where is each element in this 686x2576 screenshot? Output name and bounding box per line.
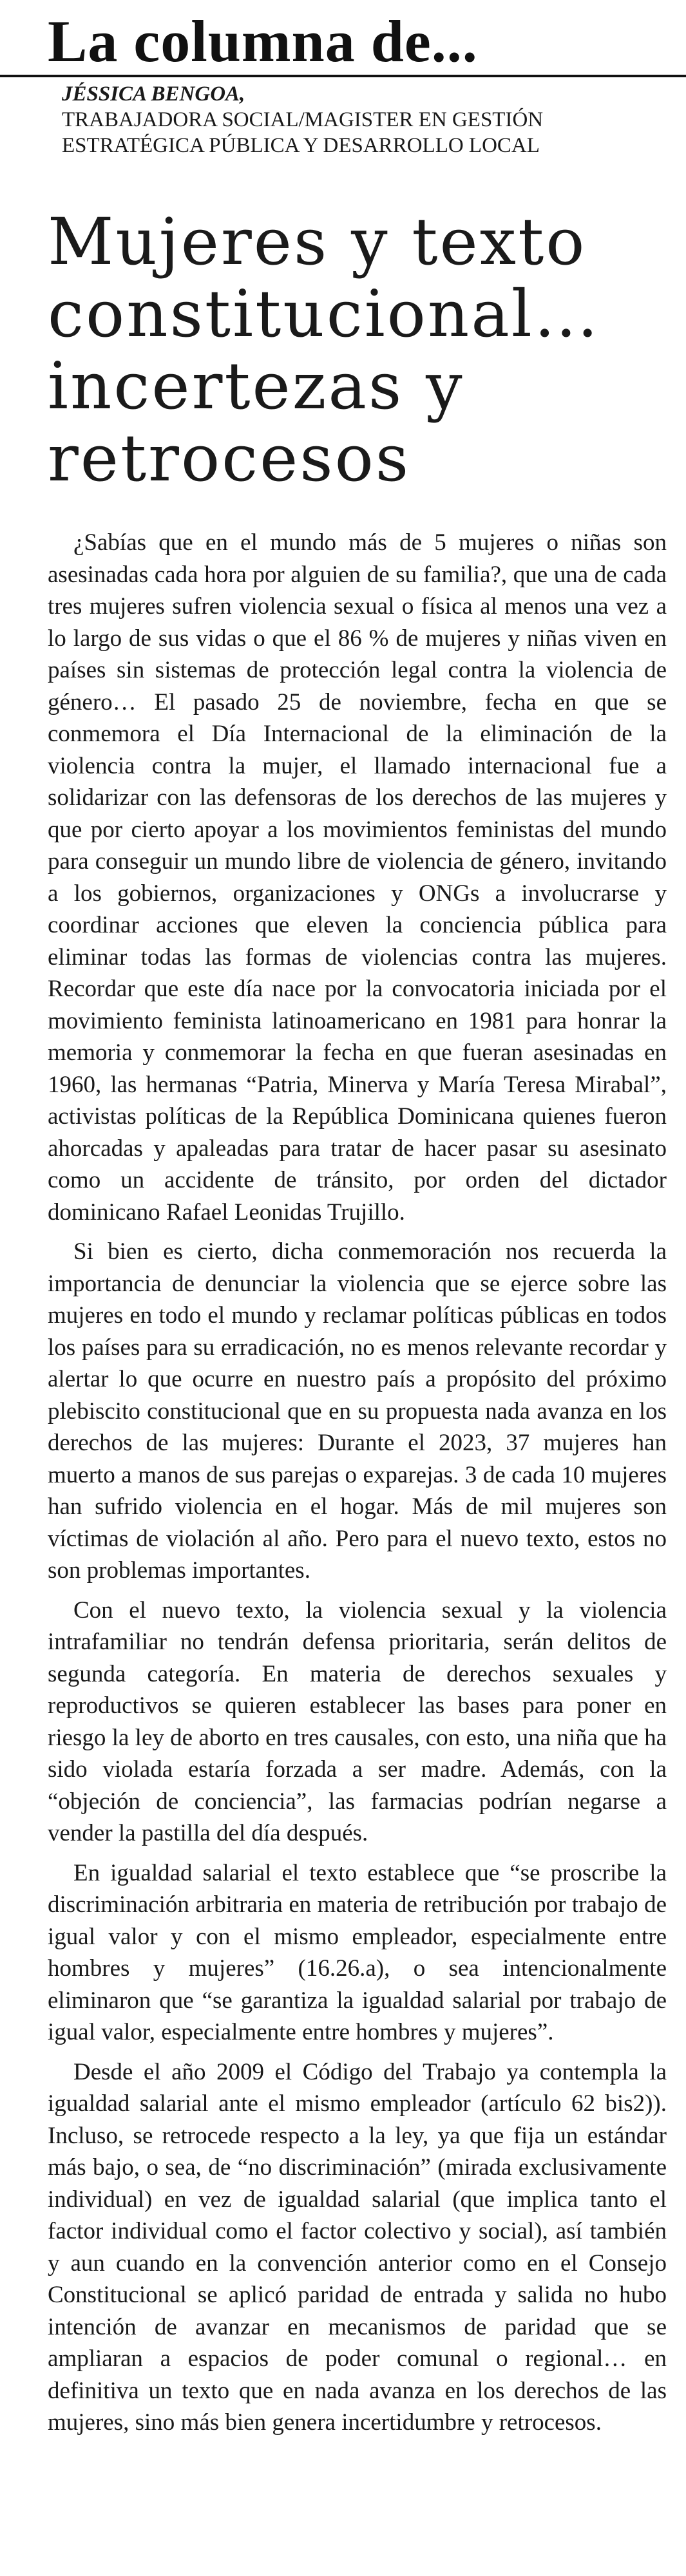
header-divider xyxy=(0,75,686,77)
paragraph-2: Si bien es cierto, dicha conmemoración nos recuerda la importancia de denunciar la violencia que se ejerce sobre las mujeres en todo el mundo y reclamar políticas públicas en todos los países para su erradicación, no es menos relevante recordar y alertar lo que ocurre en nuestro país a propósito del próximo plebiscito constitucional que en su propuesta nada avanza en los derechos de las mujeres: Durante el 2023, 37 mujeres han muerto a manos de sus parejas o exparejas. 3 de cada 10 mujeres han sufrido violencia en el hogar. Más de mil mujeres son víctimas de violación al año. Pero para el nuevo texto, estos no son problemas importantes. xyxy=(48,1238,667,1584)
author-name: JÉSSICA BENGOA, xyxy=(62,82,245,106)
paragraph-3: Con el nuevo texto, la violencia sexual y la violencia intrafamiliar no tendrán defensa prioritaria, serán delitos de segunda categoría. En materia de derechos sexuales y reproductivos se quieren establecer las bases para poner en riesgo la ley de aborto en tres causales, con esto, una niña que ha sido violada estaría forzada a ser madre. Además, con la “objeción de conciencia”, las farmacias podrían negarse a vender la pastilla del día después. xyxy=(48,1596,667,1846)
byline xyxy=(48,81,667,158)
newspaper-page xyxy=(0,9,686,2576)
paragraph-5: Desde el año 2009 el Código del Trabajo ya contempla la igualdad salarial ante el mismo empleador (artículo 62 bis2)). Incluso, se retrocede respecto a la ley, ya que fija un estándar más bajo, o sea, de “no discriminación” (mirada exclusivamente individual) en vez de igualdad salarial (que implica tanto el factor individual como el factor colectivo y social), así también y aun cuando en la convención anterior como en el Consejo Constitucional se aplicó paridad de entrada y salida no hubo intención de avanzar en mecanismos de paridad que se ampliaran a espacios de poder comunal o regional… en definitiva un texto que en nada avanza en los derechos de las mujeres, sino más bien genera incertidumbre y retrocesos. xyxy=(48,2058,667,2436)
section-title: La columna de... xyxy=(48,8,478,74)
paragraph-1: ¿Sabías que en el mundo más de 5 mujeres o niñas son asesinadas cada hora por alguien de su familia?, que una de cada tres mujeres sufren violencia sexual o física al menos una vez a lo largo de sus vidas o que el 86 % de mujeres y niñas viven en países sin sistemas de protección legal contra la violencia de género… El pasado 25 de noviembre, fecha en que se conmemora el Día Internacional de la eliminación de la violencia contra la mujer, el llamado internacional fue a solidarizar con las defensoras de los derechos de las mujeres y que por cierto apoyar a los movimientos feministas del mundo para conseguir un mundo libre de violencia de género, invitando a los gobiernos, organizaciones y ONGs a involucrarse y coordinar acciones que eleven la conciencia pública para eliminar todas las formas de violencias contra las mujeres. Recordar que este día nace por la convocatoria iniciada por el movimiento feminista latinoamericano en 1981 para honrar la memoria y conmemorar la fecha en que fueran asesinadas en 1960, las hermanas “Patria, Minerva y María Teresa Mirabal”, activistas políticas de la República Dominicana quienes fueron ahorcadas y apaleadas para tratar de hacer pasar su asesinato como un accidente de tránsito, por orden del dictador dominicano Rafael Leonidas Trujillo. xyxy=(48,529,667,1226)
article-body xyxy=(48,527,667,2439)
author-role-line-2: ESTRATÉGICA PÚBLICA Y DESARROLLO LOCAL xyxy=(62,134,540,157)
paragraph-4: En igualdad salarial el texto establece que “se proscribe la discriminación arbitraria en materia de retribución por trabajo de igual valor y con el mismo empleador, especialmente entre hombres y mujeres” (16.26.a), o sea intencionalmente eliminaron que “se garantiza la igualdad salarial por trabajo de igual valor, especialmente entre hombres y mujeres”. xyxy=(48,1859,667,2045)
author-role-line-1: TRABAJADORA SOCIAL/MAGISTER EN GESTIÓN xyxy=(62,108,544,131)
article-headline: Mujeres y texto constitucional… incertezas y retrocesos xyxy=(48,204,600,496)
